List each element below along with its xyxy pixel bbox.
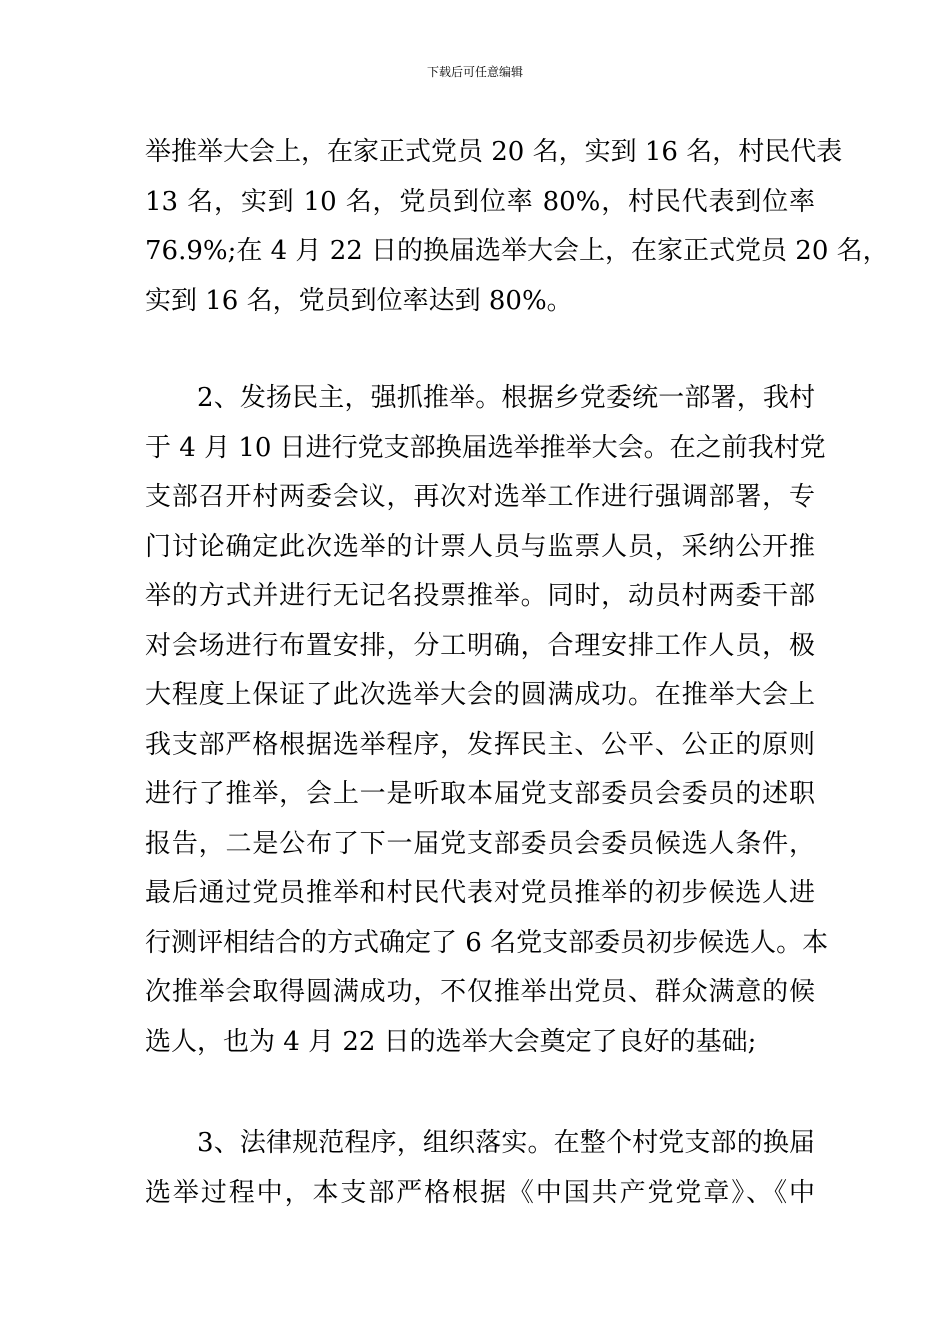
- text-line: 于 4 月 10 日进行党支部换届选举推举大会。在之前我村党: [145, 432, 826, 463]
- text-line: 举推举大会上，在家正式党员 20 名，实到 16 名，村民代表: [145, 137, 843, 167]
- text-line: 最后通过党员推举和村民代表对党员推举的初步候选人进: [145, 878, 815, 908]
- text-line: 进行了推举，会上一是听取本届党支部委员会委员的述职: [145, 779, 815, 809]
- text-line: 3、法律规范程序，组织落实。在整个村党支部的换届: [197, 1128, 815, 1158]
- page-header: 下载后可任意编辑: [426, 65, 523, 79]
- text-line: 门讨论确定此次选举的计票人员与监票人员，采纳公开推: [145, 531, 815, 562]
- text-line: 2、发扬民主，强抓推举。根据乡党委统一部署，我村: [197, 383, 815, 413]
- text-line: 13 名，实到 10 名，党员到位率 80%，村民代表到位率: [145, 186, 815, 217]
- text-line: 对会场进行布置安排，分工明确，合理安排工作人员，极: [145, 630, 815, 661]
- text-line: 举的方式并进行无记名投票推举。同时，动员村两委干部: [145, 581, 815, 611]
- paragraph-2: [145, 374, 829, 1067]
- text-line: 76.9%;在 4 月 22 日的换届选举大会上，在家正式党员 20 名，: [145, 236, 889, 266]
- text-line: 选举过程中，本支部严格根据《中国共产党党章》、《中: [145, 1177, 815, 1208]
- text-line: 我支部严格根据选举程序，发挥民主、公平、公正的原则: [145, 729, 815, 760]
- text-line: 选人，也为 4 月 22 日的选举大会奠定了良好的基础;: [145, 1026, 757, 1057]
- text-line: 实到 16 名，党员到位率达到 80%。: [145, 285, 573, 316]
- text-line: 支部召开村两委会议，再次对选举工作进行强调部署，专: [145, 482, 815, 512]
- text-line: 报告，二是公布了下一届党支部委员会委员候选人条件，: [145, 828, 815, 859]
- text-line: 次推举会取得圆满成功，不仅推举出党员、群众满意的候: [145, 977, 815, 1007]
- paragraph-3: [145, 1119, 815, 1218]
- paragraph-1: [145, 128, 889, 326]
- text-line: 行测评相结合的方式确定了 6 名党支部委员初步候选人。本: [145, 927, 829, 958]
- text-line: 大程度上保证了此次选举大会的圆满成功。在推举大会上: [145, 680, 815, 710]
